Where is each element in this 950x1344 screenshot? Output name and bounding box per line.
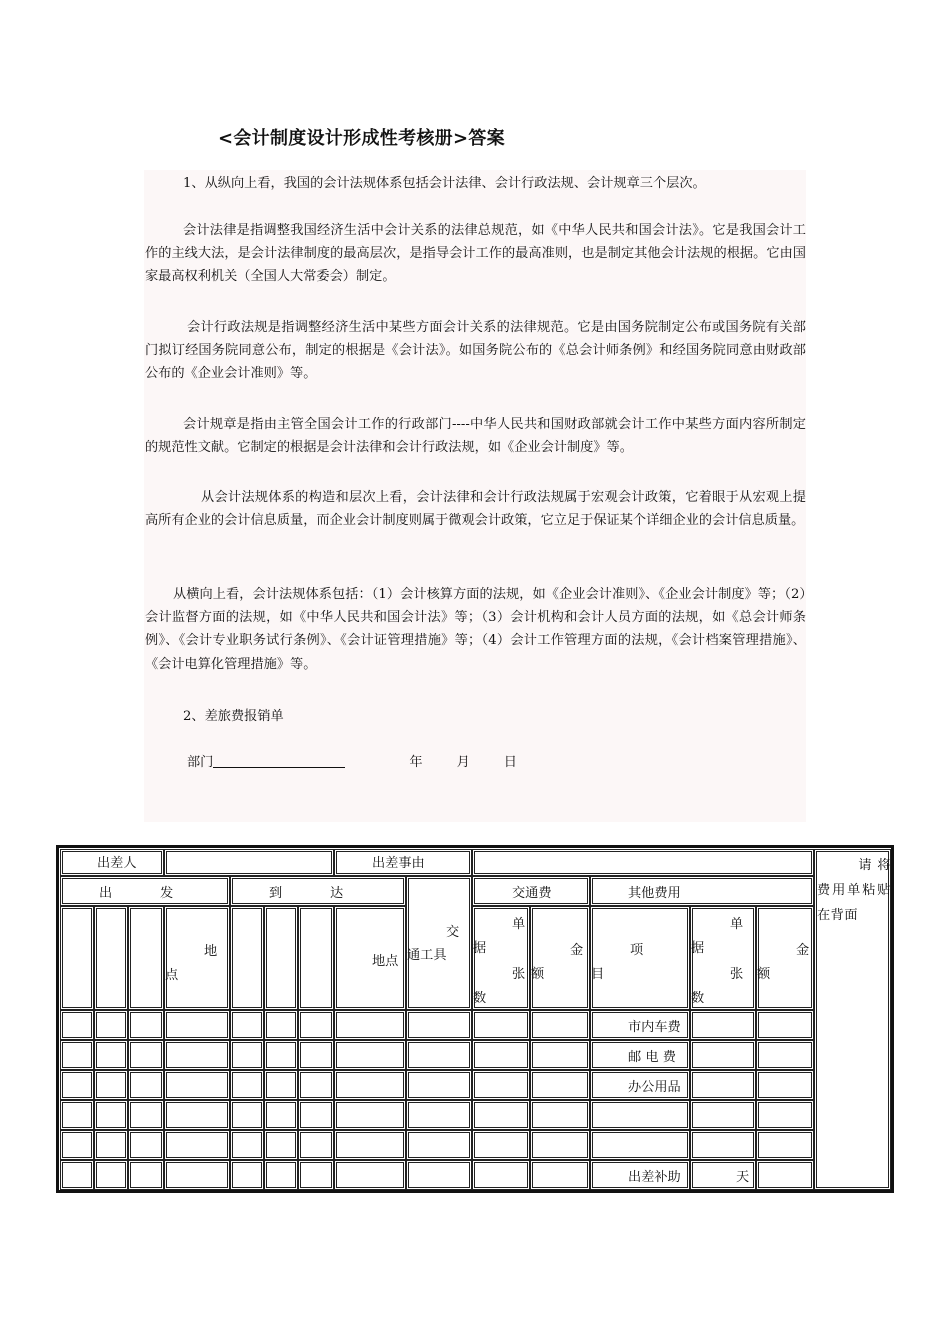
form-cell-r2-c8[interactable]	[334, 1040, 406, 1070]
cell-arrive-month	[230, 906, 264, 1010]
cell-depart-day	[94, 906, 128, 1010]
form-cell-r4-c11[interactable]	[530, 1100, 590, 1130]
form-cell-r3-c1[interactable]	[60, 1070, 94, 1100]
cell-other-amount: 金 额	[756, 906, 814, 1010]
form-cell-r6-c2[interactable]	[94, 1160, 128, 1190]
form-cell-r2-c5[interactable]	[230, 1040, 264, 1070]
form-cell-r3-c4[interactable]	[164, 1070, 230, 1100]
section-heading-expense-form: 2、差旅费报销单	[183, 709, 284, 724]
month-label: 月	[456, 755, 470, 770]
form-cell-r5-c4[interactable]	[164, 1130, 230, 1160]
form-cell-r3-c12[interactable]	[590, 1070, 690, 1100]
cell-vehicle-header: 交 通工具	[406, 876, 472, 1010]
cell-transport-docs: 单 据 张 数	[472, 906, 530, 1010]
other-fee-item-label: 邮 电 费	[628, 1050, 676, 1065]
form-cell-r4-c1[interactable]	[60, 1100, 94, 1130]
form-cell-r6-c8[interactable]	[334, 1160, 406, 1190]
form-cell-r2-c9[interactable]	[406, 1040, 472, 1070]
form-cell-r1-c10[interactable]	[472, 1010, 530, 1040]
year-label: 年	[409, 755, 423, 770]
form-cell-r3-c8[interactable]	[334, 1070, 406, 1100]
cell-traveler-label: 出差人	[60, 849, 164, 876]
form-cell-r2-c1[interactable]	[60, 1040, 94, 1070]
cell-depart-month	[60, 906, 94, 1010]
form-cell-r4-c9[interactable]	[406, 1100, 472, 1130]
form-cell-r3-c14[interactable]	[756, 1070, 814, 1100]
form-cell-r6-c4[interactable]	[164, 1160, 230, 1190]
form-cell-r3-c9[interactable]	[406, 1070, 472, 1100]
form-cell-r5-c6[interactable]	[264, 1130, 298, 1160]
form-cell-r1-c6[interactable]	[264, 1010, 298, 1040]
cell-traveler-value[interactable]	[164, 849, 334, 876]
note-text: 请将费用单粘贴在背面	[817, 858, 891, 923]
form-cell-r2-c12[interactable]	[590, 1040, 690, 1070]
cell-arrive-day	[264, 906, 298, 1010]
form-cell-r6-c12[interactable]	[590, 1160, 690, 1190]
department-date-line	[187, 751, 687, 774]
form-cell-r2-c13[interactable]	[690, 1040, 756, 1070]
form-cell-r1-c8[interactable]	[334, 1010, 406, 1040]
cell-note	[814, 849, 891, 1190]
form-cell-r5-c11[interactable]	[530, 1130, 590, 1160]
form-cell-r2-c4[interactable]	[164, 1040, 230, 1070]
cell-other-docs: 单 据 张 数	[690, 906, 756, 1010]
form-cell-r1-c13[interactable]	[690, 1010, 756, 1040]
form-cell-r6-c1[interactable]	[60, 1160, 94, 1190]
form-cell-r1-c7[interactable]	[298, 1010, 334, 1040]
paragraph-2: 会计法律是指调整我国经济生活中会计关系的法律总规范，如《中华人民共和国会计法》。它是我国会计工作的主线大法，是会计法律制度的最高层次，是指导会计工作的最高准则，也是制定其他会计法规的根据。它由国家最高权利机关（全国人大常委会）制定。	[145, 223, 806, 285]
dept-blank[interactable]	[213, 752, 345, 768]
form-cell-r4-c12[interactable]	[590, 1100, 690, 1130]
paragraph-4: 会计规章是指由主管全国会计工作的行政部门----中华人民共和国财政部就会计工作中某些方面内容所制定的规范性文献。它制定的根据是会计法律和会计行政法规，如《企业会计制度》等。	[145, 417, 806, 456]
form-cell-r1-c3[interactable]	[128, 1010, 164, 1040]
cell-reason-label: 出差事由	[334, 849, 472, 876]
form-cell-r6-c14[interactable]	[756, 1160, 814, 1190]
paragraph-3: 会计行政法规是指调整经济生活中某些方面会计关系的法律规范。它是由国务院制定公布或国务院有关部门拟订经国务院同意公布，制定的根据是《会计法》。如国务院公布的《总会计师条例》和经国务院同意由财政部公布的《企业会计准则》等。	[145, 320, 806, 382]
form-cell-r4-c3[interactable]	[128, 1100, 164, 1130]
form-cell-r4-c6[interactable]	[264, 1100, 298, 1130]
form-cell-r5-c12[interactable]	[590, 1130, 690, 1160]
cell-transport-amount: 金 额	[530, 906, 590, 1010]
form-cell-r6-c11[interactable]	[530, 1160, 590, 1190]
form-cell-r5-c10[interactable]	[472, 1130, 530, 1160]
form-cell-r5-c13[interactable]	[690, 1130, 756, 1160]
days-label: 天	[736, 1170, 750, 1185]
form-cell-r5-c8[interactable]	[334, 1130, 406, 1160]
form-cell-r5-c9[interactable]	[406, 1130, 472, 1160]
form-cell-r3-c6[interactable]	[264, 1070, 298, 1100]
form-cell-r1-c12[interactable]	[590, 1010, 690, 1040]
form-cell-r4-c5[interactable]	[230, 1100, 264, 1130]
cell-transport-fee-header: 交通费	[472, 876, 590, 906]
form-cell-r5-c2[interactable]	[94, 1130, 128, 1160]
other-fee-item-label: 出差补助	[628, 1170, 681, 1185]
paragraph-1: 1、从纵向上看，我国的会计法规体系包括会计法律、会计行政法规、会计规章三个层次。	[183, 176, 706, 191]
form-cell-r3-c11[interactable]	[530, 1070, 590, 1100]
form-cell-r6-c9[interactable]	[406, 1160, 472, 1190]
form-cell-r6-c13[interactable]	[690, 1160, 756, 1190]
form-cell-r2-c7[interactable]	[298, 1040, 334, 1070]
cell-depart-time	[128, 906, 164, 1010]
form-cell-r4-c4[interactable]	[164, 1100, 230, 1130]
other-fee-item-label: 市内车费	[628, 1020, 681, 1035]
form-cell-r5-c7[interactable]	[298, 1130, 334, 1160]
form-cell-r3-c2[interactable]	[94, 1070, 128, 1100]
form-cell-r2-c14[interactable]	[756, 1040, 814, 1070]
form-cell-r6-c7[interactable]	[298, 1160, 334, 1190]
cell-other-fee-header: 其他费用	[590, 876, 814, 906]
form-cell-r4-c10[interactable]	[472, 1100, 530, 1130]
paragraph-5: 从会计法规体系的构造和层次上看，会计法律和会计行政法规属于宏观会计政策，它着眼于从宏观上提高所有企业的会计信息质量，而企业会计制度则属于微观会计政策，它立足于保证某个详细企业的会计信息质量。	[145, 490, 806, 529]
form-cell-r6-c6[interactable]	[264, 1160, 298, 1190]
cell-reason-value[interactable]	[472, 849, 814, 876]
form-cell-r4-c2[interactable]	[94, 1100, 128, 1130]
form-cell-r3-c13[interactable]	[690, 1070, 756, 1100]
form-cell-r2-c11[interactable]	[530, 1040, 590, 1070]
form-cell-r4-c7[interactable]	[298, 1100, 334, 1130]
form-cell-r1-c11[interactable]	[530, 1010, 590, 1040]
form-cell-r6-c5[interactable]	[230, 1160, 264, 1190]
form-cell-r2-c10[interactable]	[472, 1040, 530, 1070]
cell-arrive-time	[298, 906, 334, 1010]
cell-arrive-header: 到 达	[230, 876, 406, 906]
form-cell-r1-c4[interactable]	[164, 1010, 230, 1040]
form-cell-r4-c13[interactable]	[690, 1100, 756, 1130]
form-cell-r2-c6[interactable]	[264, 1040, 298, 1070]
form-cell-r6-c3[interactable]	[128, 1160, 164, 1190]
day-label: 日	[503, 755, 517, 770]
form-cell-r4-c14[interactable]	[756, 1100, 814, 1130]
form-cell-r3-c3[interactable]	[128, 1070, 164, 1100]
form-cell-r5-c5[interactable]	[230, 1130, 264, 1160]
form-cell-r3-c10[interactable]	[472, 1070, 530, 1100]
dept-label: 部门	[187, 755, 214, 770]
form-cell-r3-c5[interactable]	[230, 1070, 264, 1100]
form-cell-r2-c3[interactable]	[128, 1040, 164, 1070]
form-cell-r5-c3[interactable]	[128, 1130, 164, 1160]
form-cell-r1-c9[interactable]	[406, 1010, 472, 1040]
form-cell-r4-c8[interactable]	[334, 1100, 406, 1130]
form-cell-r1-c1[interactable]	[60, 1010, 94, 1040]
form-cell-r6-c10[interactable]	[472, 1160, 530, 1190]
form-cell-r5-c14[interactable]	[756, 1130, 814, 1160]
cell-depart-header: 出 发	[60, 876, 230, 906]
paragraph-6: 从横向上看，会计法规体系包括：（1）会计核算方面的法规，如《企业会计准则》、《企业会计制度》等；（2）会计监督方面的法规，如《中华人民共和国会计法》等；（3）会计机构和会计人员方面的法规，如《总会计师条例》、《会计专业职务试行条例》、《会计证管理措施》等；（4）会计工作管理方面的法规，《会计档案管理措施》、《会计电算化管理措施》等。	[145, 587, 806, 672]
form-cell-r1-c5[interactable]	[230, 1010, 264, 1040]
cell-arrive-place: 地点	[334, 906, 406, 1010]
page-title: <会计制度设计形成性考核册>答案	[218, 128, 505, 149]
form-cell-r1-c14[interactable]	[756, 1010, 814, 1040]
cell-other-item: 项 目	[590, 906, 690, 1010]
form-cell-r5-c1[interactable]	[60, 1130, 94, 1160]
other-fee-item-label: 办公用品	[628, 1080, 681, 1095]
cell-depart-place: 地 点	[164, 906, 230, 1010]
form-cell-r1-c2[interactable]	[94, 1010, 128, 1040]
form-cell-r3-c7[interactable]	[298, 1070, 334, 1100]
form-cell-r2-c2[interactable]	[94, 1040, 128, 1070]
